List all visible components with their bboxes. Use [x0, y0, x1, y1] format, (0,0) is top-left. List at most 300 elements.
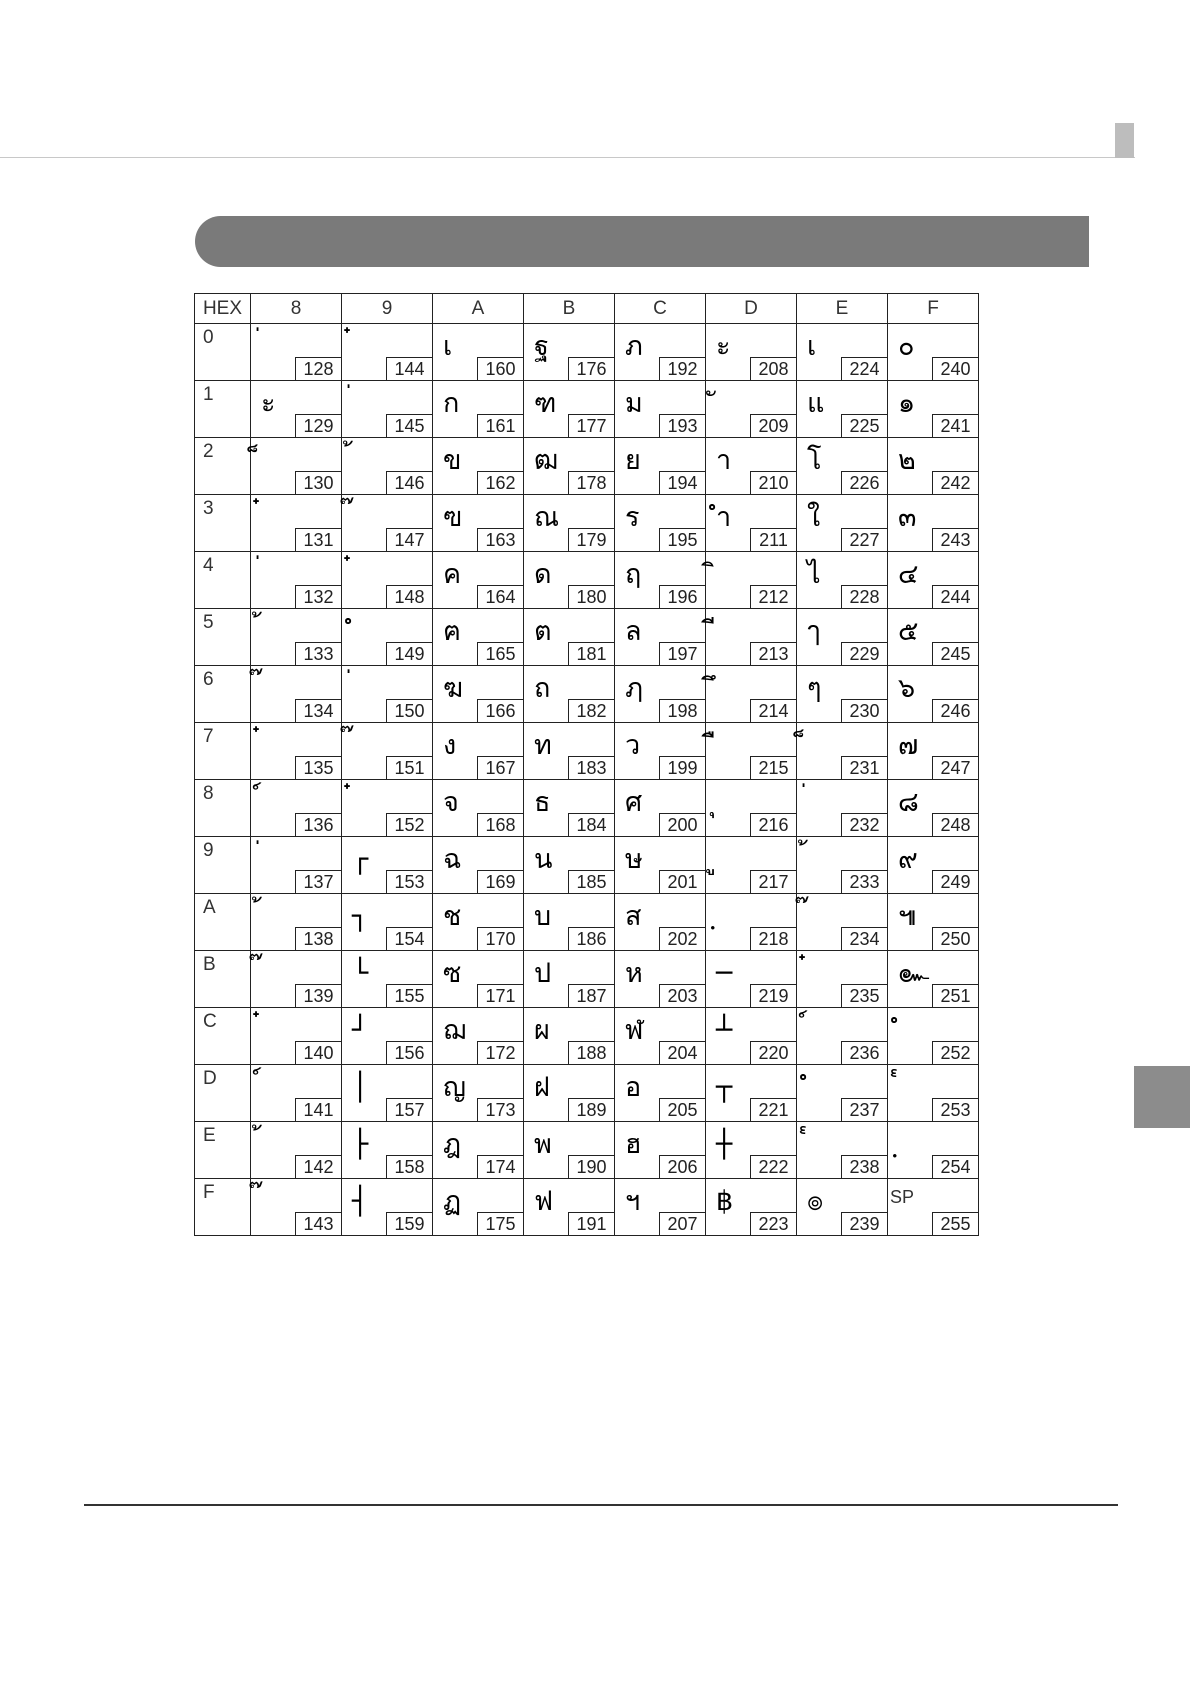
- decimal-code-box: 219: [750, 984, 796, 1007]
- code-cell: [524, 438, 615, 495]
- row-hex-label: A: [195, 894, 251, 951]
- decimal-code-box: 240: [932, 357, 978, 380]
- character-glyph: โ: [807, 445, 822, 476]
- code-cell: [342, 438, 433, 495]
- code-cell: [251, 780, 342, 837]
- character-glyph: ฉ: [443, 844, 462, 875]
- code-cell: [251, 951, 342, 1008]
- decimal-code-box: 208: [750, 357, 796, 380]
- code-cell: [797, 438, 888, 495]
- table-row: [195, 723, 979, 780]
- code-cell: [433, 495, 524, 552]
- row-hex-label: C: [195, 1008, 251, 1065]
- decimal-code-box: 153: [386, 870, 432, 893]
- character-glyph: ๒: [898, 445, 916, 476]
- row-hex-label: B: [195, 951, 251, 1008]
- code-cell: [888, 780, 979, 837]
- decimal-code-box: 238: [841, 1155, 887, 1178]
- row-hex-label: F: [195, 1179, 251, 1236]
- decimal-code-box: 160: [477, 357, 523, 380]
- character-glyph: ฆ: [443, 673, 464, 704]
- table-body: [195, 324, 979, 1236]
- code-cell: [342, 1065, 433, 1122]
- code-cell: [888, 609, 979, 666]
- code-cell: [615, 666, 706, 723]
- code-cell: [797, 837, 888, 894]
- decimal-code-box: 229: [841, 642, 887, 665]
- column-header: C: [615, 294, 706, 324]
- decimal-code-box: 248: [932, 813, 978, 836]
- character-glyph: ┴: [716, 1015, 733, 1046]
- code-cell: [342, 381, 433, 438]
- header-tab-marker: [1115, 123, 1134, 158]
- character-glyph: ฎ: [443, 1129, 462, 1160]
- character-glyph: ช: [443, 901, 462, 932]
- character-glyph: ญ: [443, 1072, 467, 1103]
- decimal-code-box: 218: [750, 927, 796, 950]
- table-row: [195, 1008, 979, 1065]
- character-glyph: ๕: [898, 616, 919, 647]
- code-cell: [888, 1008, 979, 1065]
- code-cell: [615, 1008, 706, 1065]
- decimal-code-box: 193: [659, 414, 705, 437]
- character-glyph: ภ: [625, 331, 643, 362]
- table-row: [195, 552, 979, 609]
- hex-corner-label: HEX: [195, 294, 251, 324]
- decimal-code-box: 179: [568, 528, 614, 551]
- code-cell: [888, 1179, 979, 1236]
- decimal-code-box: 225: [841, 414, 887, 437]
- character-glyph: ┼: [716, 1129, 733, 1160]
- code-cell: [615, 894, 706, 951]
- decimal-code-box: 234: [841, 927, 887, 950]
- character-glyph: ก: [443, 388, 460, 419]
- decimal-code-box: 230: [841, 699, 887, 722]
- code-cell: [615, 381, 706, 438]
- code-cell: [706, 894, 797, 951]
- decimal-code-box: 191: [568, 1212, 614, 1235]
- code-cell: [342, 894, 433, 951]
- decimal-code-box: 242: [932, 471, 978, 494]
- decimal-code-box: 252: [932, 1041, 978, 1064]
- decimal-code-box: 156: [386, 1041, 432, 1064]
- code-cell: [888, 1122, 979, 1179]
- character-glyph: ต: [534, 616, 552, 647]
- row-hex-label: D: [195, 1065, 251, 1122]
- decimal-code-box: 231: [841, 756, 887, 779]
- code-cell: [706, 381, 797, 438]
- decimal-code-box: 233: [841, 870, 887, 893]
- decimal-code-box: 161: [477, 414, 523, 437]
- decimal-code-box: 133: [295, 642, 341, 665]
- column-header: A: [433, 294, 524, 324]
- character-glyph: ├: [352, 1129, 369, 1160]
- decimal-code-box: 190: [568, 1155, 614, 1178]
- code-cell: [797, 1065, 888, 1122]
- code-cell: [342, 1122, 433, 1179]
- character-glyph: ๗: [898, 730, 919, 761]
- code-cell: [251, 1179, 342, 1236]
- decimal-code-box: 205: [659, 1098, 705, 1121]
- row-hex-label: 5: [195, 609, 251, 666]
- character-glyph: ณ: [534, 502, 560, 533]
- decimal-code-box: 157: [386, 1098, 432, 1121]
- code-cell: [342, 666, 433, 723]
- code-cell: [433, 837, 524, 894]
- decimal-code-box: 244: [932, 585, 978, 608]
- character-glyph: ฟ: [534, 1186, 554, 1217]
- code-cell: [706, 552, 797, 609]
- decimal-code-box: 175: [477, 1212, 523, 1235]
- code-cell: [524, 666, 615, 723]
- decimal-code-box: 245: [932, 642, 978, 665]
- character-glyph: ผ: [534, 1015, 550, 1046]
- column-header: F: [888, 294, 979, 324]
- code-cell: [251, 894, 342, 951]
- code-cell: [524, 723, 615, 780]
- character-glyph: ฒ: [534, 445, 559, 476]
- decimal-code-box: 151: [386, 756, 432, 779]
- code-cell: [524, 894, 615, 951]
- code-cell: [251, 552, 342, 609]
- character-glyph: ม: [625, 388, 643, 419]
- code-cell: [342, 951, 433, 1008]
- character-glyph: ะ: [261, 388, 276, 419]
- character-glyph: เ: [807, 331, 817, 362]
- character-glyph: ๘: [898, 787, 919, 818]
- decimal-code-box: 174: [477, 1155, 523, 1178]
- chapter-thumb-tab: [1134, 1066, 1190, 1128]
- code-cell: [433, 951, 524, 1008]
- character-glyph: ง: [443, 730, 457, 761]
- code-cell: [342, 552, 433, 609]
- code-cell: [706, 666, 797, 723]
- footer-rule: [84, 1504, 1118, 1506]
- decimal-code-box: 253: [932, 1098, 978, 1121]
- code-cell: [433, 381, 524, 438]
- code-cell: [706, 1179, 797, 1236]
- decimal-code-box: 131: [295, 528, 341, 551]
- decimal-code-box: 150: [386, 699, 432, 722]
- row-hex-label: 1: [195, 381, 251, 438]
- code-cell: [706, 1065, 797, 1122]
- character-glyph: ถ: [534, 673, 551, 704]
- decimal-code-box: 130: [295, 471, 341, 494]
- decimal-code-box: 250: [932, 927, 978, 950]
- code-cell: [433, 1122, 524, 1179]
- character-glyph: ฏ: [443, 1186, 462, 1217]
- character-glyph: ซ: [443, 958, 462, 989]
- character-glyph: ะ: [716, 331, 731, 362]
- character-glyph: ┤: [352, 1186, 369, 1217]
- table-row: [195, 1065, 979, 1122]
- code-cell: [888, 438, 979, 495]
- character-glyph: ฦ: [625, 673, 643, 704]
- character-glyph: ฯ: [625, 1186, 641, 1217]
- character-glyph: ฐ: [534, 331, 549, 362]
- decimal-code-box: 184: [568, 813, 614, 836]
- character-code-table: [194, 293, 979, 1236]
- decimal-code-box: 167: [477, 756, 523, 779]
- decimal-code-box: 166: [477, 699, 523, 722]
- decimal-code-box: 173: [477, 1098, 523, 1121]
- character-glyph: ฮ: [625, 1129, 642, 1160]
- character-glyph: │: [352, 1072, 369, 1103]
- code-cell: [524, 324, 615, 381]
- decimal-code-box: 239: [841, 1212, 887, 1235]
- code-cell: [797, 780, 888, 837]
- table-header-row: [195, 294, 979, 324]
- code-cell: [524, 552, 615, 609]
- code-cell: [342, 324, 433, 381]
- code-cell: [251, 438, 342, 495]
- decimal-code-box: 172: [477, 1041, 523, 1064]
- character-glyph: ฌ: [443, 1015, 467, 1046]
- code-cell: [524, 1065, 615, 1122]
- row-hex-label: 8: [195, 780, 251, 837]
- character-glyph: ๓: [898, 502, 917, 533]
- decimal-code-box: 141: [295, 1098, 341, 1121]
- character-glyph: ฑ: [534, 388, 557, 419]
- decimal-code-box: 181: [568, 642, 614, 665]
- character-glyph: ห: [625, 958, 643, 989]
- decimal-code-box: 196: [659, 585, 705, 608]
- decimal-code-box: 152: [386, 813, 432, 836]
- row-hex-label: 2: [195, 438, 251, 495]
- character-glyph: ำ: [716, 502, 732, 533]
- decimal-code-box: 215: [750, 756, 796, 779]
- character-glyph: ๔: [898, 559, 919, 590]
- decimal-code-box: 129: [295, 414, 341, 437]
- decimal-code-box: 147: [386, 528, 432, 551]
- code-cell: [524, 1179, 615, 1236]
- character-glyph: ┬: [716, 1072, 733, 1103]
- decimal-code-box: 137: [295, 870, 341, 893]
- table-row: [195, 324, 979, 381]
- decimal-code-box: 246: [932, 699, 978, 722]
- code-cell: [615, 837, 706, 894]
- decimal-code-box: 164: [477, 585, 523, 608]
- character-glyph: ไ: [807, 559, 821, 590]
- decimal-code-box: 221: [750, 1098, 796, 1121]
- decimal-code-box: 144: [386, 357, 432, 380]
- character-glyph: ๏: [807, 1186, 824, 1217]
- character-glyph: ฝ: [534, 1072, 550, 1103]
- decimal-code-box: 236: [841, 1041, 887, 1064]
- decimal-code-box: 162: [477, 471, 523, 494]
- character-glyph: ศ: [625, 787, 643, 818]
- code-cell: [797, 324, 888, 381]
- code-cell: [888, 894, 979, 951]
- character-glyph: SP: [890, 1187, 915, 1207]
- decimal-code-box: 220: [750, 1041, 796, 1064]
- code-cell: [797, 381, 888, 438]
- code-cell: [251, 1008, 342, 1065]
- table-row: [195, 1179, 979, 1236]
- code-cell: [797, 894, 888, 951]
- code-cell: [342, 609, 433, 666]
- decimal-code-box: 149: [386, 642, 432, 665]
- code-cell: [433, 324, 524, 381]
- table-row: [195, 609, 979, 666]
- code-cell: [797, 1008, 888, 1065]
- code-cell: [251, 324, 342, 381]
- code-cell: [706, 1008, 797, 1065]
- section-title-bar: [195, 216, 1089, 267]
- table-row: [195, 1122, 979, 1179]
- character-glyph: ใ: [807, 502, 821, 533]
- code-cell: [524, 495, 615, 552]
- character-glyph: ๐: [898, 331, 915, 362]
- table-row: [195, 894, 979, 951]
- decimal-code-box: 198: [659, 699, 705, 722]
- character-glyph: ๖: [898, 673, 916, 704]
- decimal-code-box: 132: [295, 585, 341, 608]
- decimal-code-box: 200: [659, 813, 705, 836]
- character-glyph: ษ: [625, 844, 643, 875]
- decimal-code-box: 216: [750, 813, 796, 836]
- character-glyph: แ: [807, 388, 825, 419]
- code-cell: [524, 837, 615, 894]
- character-glyph: จ: [443, 787, 459, 818]
- decimal-code-box: 135: [295, 756, 341, 779]
- decimal-code-box: 188: [568, 1041, 614, 1064]
- code-cell: [615, 495, 706, 552]
- code-cell: [251, 609, 342, 666]
- code-cell: [797, 609, 888, 666]
- decimal-code-box: 170: [477, 927, 523, 950]
- decimal-code-box: 183: [568, 756, 614, 779]
- character-glyph: ส: [625, 901, 642, 932]
- decimal-code-box: 143: [295, 1212, 341, 1235]
- code-cell: [615, 324, 706, 381]
- character-glyph: ฃ: [443, 502, 463, 533]
- table-row: [195, 438, 979, 495]
- character-glyph: ว: [625, 730, 641, 761]
- row-hex-label: 9: [195, 837, 251, 894]
- character-glyph: ๙: [898, 844, 918, 875]
- decimal-code-box: 186: [568, 927, 614, 950]
- character-glyph: ๆ: [807, 673, 822, 704]
- decimal-code-box: 206: [659, 1155, 705, 1178]
- character-glyph: ล: [625, 616, 642, 647]
- decimal-code-box: 211: [750, 528, 796, 551]
- table-row: [195, 780, 979, 837]
- code-cell: [433, 1179, 524, 1236]
- code-cell: [251, 1065, 342, 1122]
- code-cell: [342, 837, 433, 894]
- character-glyph: ┘: [352, 1015, 369, 1046]
- code-cell: [433, 666, 524, 723]
- code-cell: [888, 552, 979, 609]
- decimal-code-box: 223: [750, 1212, 796, 1235]
- code-cell: [433, 1008, 524, 1065]
- code-cell: [524, 609, 615, 666]
- decimal-code-box: 213: [750, 642, 796, 665]
- code-cell: [615, 552, 706, 609]
- column-header: D: [706, 294, 797, 324]
- code-cell: [524, 780, 615, 837]
- character-glyph: ฿: [716, 1186, 734, 1217]
- decimal-code-box: 177: [568, 414, 614, 437]
- decimal-code-box: 251: [932, 984, 978, 1007]
- code-cell: [615, 1179, 706, 1236]
- character-glyph: ๑: [898, 388, 916, 419]
- code-cell: [433, 780, 524, 837]
- decimal-code-box: 163: [477, 528, 523, 551]
- decimal-code-box: 194: [659, 471, 705, 494]
- decimal-code-box: 169: [477, 870, 523, 893]
- decimal-code-box: 182: [568, 699, 614, 722]
- code-cell: [797, 723, 888, 780]
- header-rule: [0, 157, 1135, 158]
- decimal-code-box: 249: [932, 870, 978, 893]
- code-cell: [797, 495, 888, 552]
- code-cell: [251, 666, 342, 723]
- code-cell: [797, 552, 888, 609]
- code-cell: [706, 495, 797, 552]
- row-hex-label: 7: [195, 723, 251, 780]
- decimal-code-box: 139: [295, 984, 341, 1007]
- code-cell: [706, 837, 797, 894]
- code-cell: [251, 1122, 342, 1179]
- code-cell: [706, 438, 797, 495]
- decimal-code-box: 199: [659, 756, 705, 779]
- row-hex-label: 6: [195, 666, 251, 723]
- code-cell: [706, 1122, 797, 1179]
- character-glyph: ข: [443, 445, 462, 476]
- character-glyph: ค: [443, 559, 462, 590]
- character-glyph: บ: [534, 901, 552, 932]
- decimal-code-box: 138: [295, 927, 341, 950]
- decimal-code-box: 222: [750, 1155, 796, 1178]
- code-cell: [797, 1179, 888, 1236]
- decimal-code-box: 158: [386, 1155, 432, 1178]
- decimal-code-box: 217: [750, 870, 796, 893]
- code-cell: [706, 723, 797, 780]
- code-cell: [888, 951, 979, 1008]
- decimal-code-box: 189: [568, 1098, 614, 1121]
- decimal-code-box: 235: [841, 984, 887, 1007]
- code-cell: [433, 1065, 524, 1122]
- decimal-code-box: 165: [477, 642, 523, 665]
- table-row: [195, 666, 979, 723]
- decimal-code-box: 192: [659, 357, 705, 380]
- decimal-code-box: 255: [932, 1212, 978, 1235]
- character-glyph: └: [352, 958, 369, 989]
- decimal-code-box: 195: [659, 528, 705, 551]
- decimal-code-box: 140: [295, 1041, 341, 1064]
- character-glyph: ┌: [352, 844, 369, 875]
- row-hex-label: 3: [195, 495, 251, 552]
- decimal-code-box: 226: [841, 471, 887, 494]
- decimal-code-box: 247: [932, 756, 978, 779]
- decimal-code-box: 134: [295, 699, 341, 722]
- character-glyph: ฤ: [625, 559, 642, 590]
- code-cell: [706, 324, 797, 381]
- decimal-code-box: 254: [932, 1155, 978, 1178]
- decimal-code-box: 202: [659, 927, 705, 950]
- character-glyph: อ: [625, 1072, 642, 1103]
- code-cell: [706, 780, 797, 837]
- decimal-code-box: 228: [841, 585, 887, 608]
- code-cell: [888, 381, 979, 438]
- decimal-code-box: 171: [477, 984, 523, 1007]
- column-header: 8: [251, 294, 342, 324]
- code-cell: [251, 837, 342, 894]
- character-glyph: พ: [534, 1129, 552, 1160]
- character-glyph: ป: [534, 958, 552, 989]
